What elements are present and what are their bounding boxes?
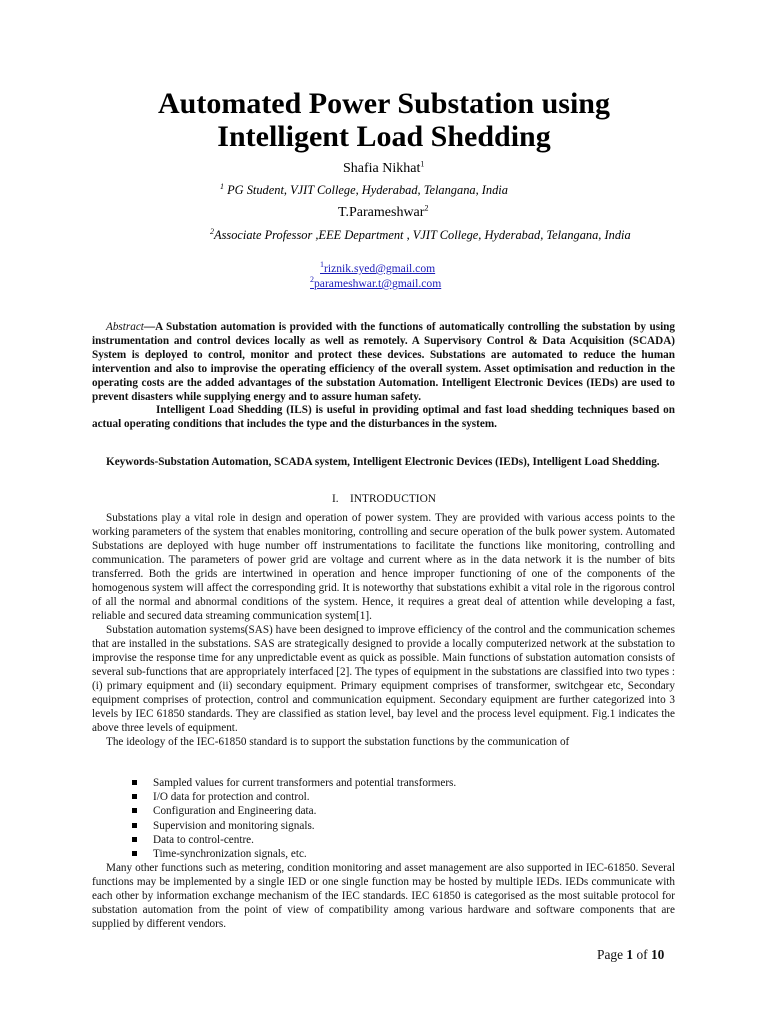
email-link-1[interactable] <box>320 262 435 275</box>
affiliation-1-sup: 1 <box>220 181 224 191</box>
author-1-sup: 1 <box>420 159 425 169</box>
affiliation-2 <box>210 228 631 243</box>
bullet-item: I/O data for protection and control. <box>92 790 675 804</box>
abstract-text-2: Intelligent Load Shedding (ILS) is useful in providing optimal and fast load shedding techniques based on actual operating conditions that includes the type and the disturbances in the system. <box>92 404 675 431</box>
page-total: 10 <box>650 947 665 962</box>
bullet-item: Time-synchronization signals, etc. <box>92 847 675 861</box>
author-1-name: Shafia Nikhat <box>343 161 421 176</box>
introduction-body <box>92 511 675 749</box>
bullet-item: Data to control-centre. <box>92 833 675 847</box>
paragraph-2: Substation automation systems(SAS) have been designed to improve efficiency of the control and the communication schemes that are installed in the substations. SAS are strategically designed to provide a locally computerized network at the substation to improvise the response time for any unpredictable event as quick as possible. Main functions of substation automation consists of several sub-functions that are appropriately interfaced [2]. The types of equipment in the substations are classified into two types : (i) primary equipment and (ii) secondary equipment. Primary equipment comprises of transformer, switchgear etc, Secondary equipment comprises of protection, control and communication equipment. Secondary equipment are further categorized into 3 levels by IEC 61850 standards. They are classified as station level, bay level and the process level equipment. Fig.1 indicates the above three levels of equipment. <box>92 624 675 734</box>
page-prefix: Page <box>597 947 624 962</box>
affiliation-1-text: PG Student, VJIT College, Hyderabad, Telangana, India <box>227 183 508 197</box>
author-2-name: T.Parameshwar <box>338 205 425 220</box>
email-2-sup: 2 <box>310 275 314 285</box>
author-2 <box>338 205 428 221</box>
bullet-square-icon <box>132 837 137 842</box>
page-current: 1 <box>626 947 634 962</box>
affiliation-2-text: Associate Professor ,EEE Department , VJIT College, Hyderabad, Telangana, India <box>214 228 631 242</box>
email-2-address: parameshwar.t@gmail.com <box>314 277 442 290</box>
bullet-square-icon <box>132 851 137 856</box>
section-heading-introduction: I. INTRODUCTION <box>331 493 437 505</box>
abstract-text-1: A Substation automation is provided with the functions of automatically controlling the substation by using instrumentation and control devices locally as well as remotely. A Supervisory Control & Data Acquisition (SCADA) System is deployed to control, monitor and protect these devices. Substations are automated to reduce the human intervention and also to improvise the operating efficiency of the overall system. Asset optimisation and reduction in the operating costs are the added advantages of the substation Automation. Intelligent Electronic Devices (IEDs) are used to prevent disasters while supplying energy and to assure human safety. <box>92 321 675 403</box>
bullet-list <box>92 776 675 861</box>
author-2-sup: 2 <box>424 203 429 213</box>
closing-body <box>92 861 675 931</box>
bullet-square-icon <box>132 780 137 785</box>
email-link-2[interactable] <box>310 277 441 290</box>
abstract-label: Abstract <box>106 321 144 333</box>
title-line-2: Intelligent Load Shedding <box>217 120 551 153</box>
bullet-square-icon <box>132 794 137 799</box>
bullet-item: Configuration and Engineering data. <box>92 804 675 818</box>
title-line-1: Automated Power Substation using <box>157 87 610 120</box>
email-1-address: riznik.syed@gmail.com <box>324 262 436 275</box>
paragraph-1: Substations play a vital role in design and operation of power system. They are provided with various access points to the working parameters of the system that enables monitoring, controlling and secure operation of the bulk power system. Automated Substations are deployed with huge number off instrumentations to facilitate the functions like monitoring, controlling and communication. The parameters of power grid are voltage and current where as in the data network it is the number of bits transferred. Both the grids are intertwined in operation and hence improper functioning of one of the components of the homogenous system will affect the corresponding grid. It is noteworthy that substations exhibit a vital role in the rigorous control of all the normal and abnormal conditions of the system. Hence, it requires a great deal of attention while developing a fast, reliable and secured data streaming communication system[1]. <box>92 512 675 622</box>
affiliation-2-sup: 2 <box>210 226 214 236</box>
page-number <box>597 947 664 963</box>
bullet-square-icon <box>132 808 137 813</box>
bullet-item: Sampled values for current transformers and potential transformers. <box>92 776 675 790</box>
paper-title <box>0 87 768 153</box>
author-1 <box>343 161 424 177</box>
abstract <box>92 321 675 432</box>
affiliation-1 <box>220 183 508 198</box>
keywords: Keywords-Substation Automation, SCADA system, Intelligent Electronic Devices (IEDs), Intelligent Load Shedding. <box>106 456 660 468</box>
page-of: of <box>636 947 648 962</box>
bullet-item: Supervision and monitoring signals. <box>92 819 675 833</box>
abstract-dash: — <box>143 321 156 333</box>
bullet-square-icon <box>132 823 137 828</box>
paragraph-4: Many other functions such as metering, condition monitoring and asset management are also supported in IEC-61850. Several functions may be implemented by a single IED or one single function may be hosted by multiple IEDs. IEDs communicate with each other by information exchange mechanism of the IEC standards. IEC 61850 is categorised as the most suitable protocol for substation automation from the point of view of compatibility among various hardware and software components that are supplied by different vendors. <box>92 862 675 930</box>
email-1-sup: 1 <box>320 260 324 270</box>
paragraph-3: The ideology of the IEC-61850 standard is to support the substation functions by the communication of <box>106 736 570 748</box>
